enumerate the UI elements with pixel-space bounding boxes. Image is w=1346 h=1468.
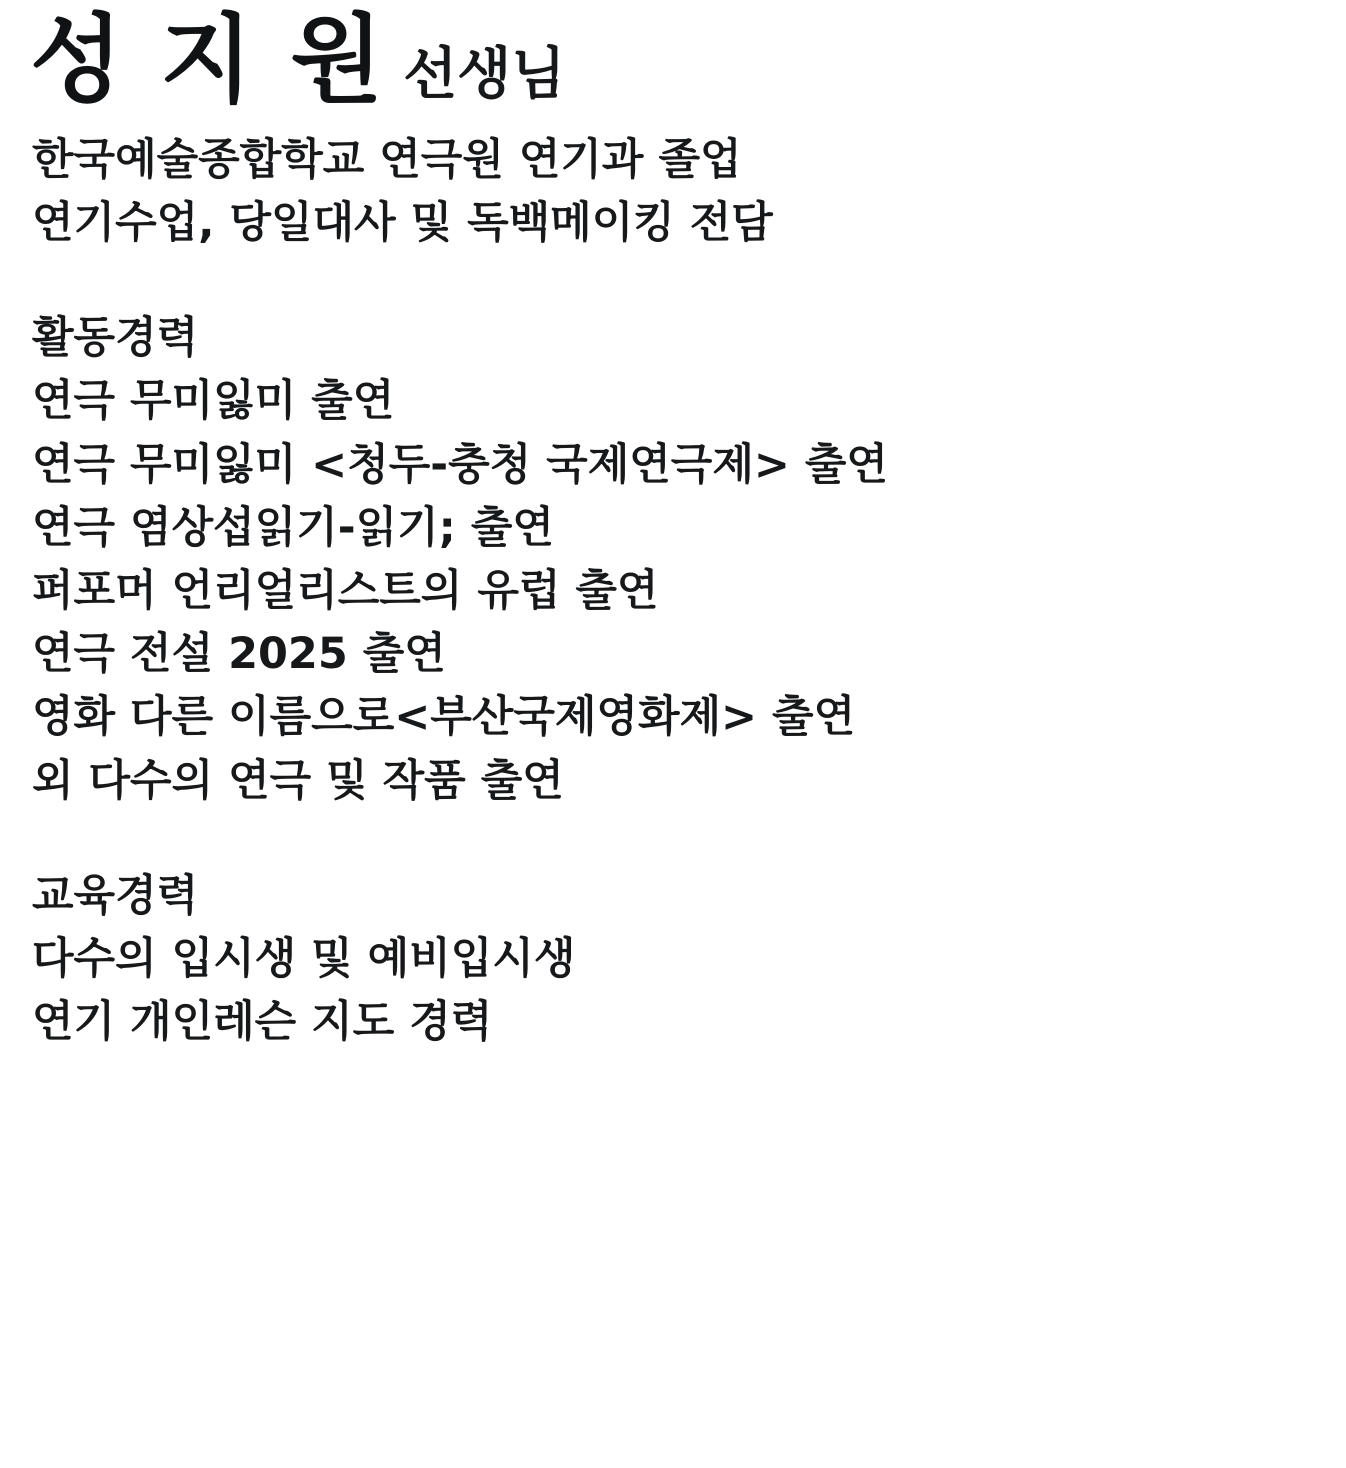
teaching-list [32, 928, 1316, 1054]
section-activity [32, 307, 1316, 813]
list-item: 연극 전설 2025 출연 [32, 629, 446, 680]
list-item: 연극 무미잃미 출연 [32, 376, 395, 427]
list-item: 연기 개인레슨 지도 경력 [32, 997, 493, 1048]
list-item: 연극 염상섭읽기-읽기; 출연 [32, 502, 554, 553]
profile-header [30, 4, 1316, 116]
profile-role-label: 선생님 [403, 42, 566, 107]
activity-list [32, 370, 1316, 812]
list-item: 다수의 입시생 및 예비입시생 [32, 934, 576, 985]
section-heading: 교육경력 [32, 870, 199, 921]
page-title: 성 지 원 [30, 4, 386, 116]
bio-block [32, 129, 1316, 255]
list-item: 외 다수의 연극 및 작품 출연 [32, 755, 564, 806]
section-heading: 활동경력 [32, 313, 199, 364]
bio-line: 한국예술종합학교 연극원 연기과 졸업 [32, 134, 742, 185]
list-item: 퍼포머 언리얼리스트의 유럽 출연 [32, 566, 659, 617]
list-item: 연극 무미잃미 <청두-충청 국제연극제> 출연 [32, 439, 888, 490]
list-item: 영화 다른 이름으로<부산국제영화제> 출연 [32, 692, 856, 743]
bio-line: 연기수업, 당일대사 및 독백메이킹 전담 [32, 198, 773, 248]
section-teaching [32, 865, 1316, 1055]
